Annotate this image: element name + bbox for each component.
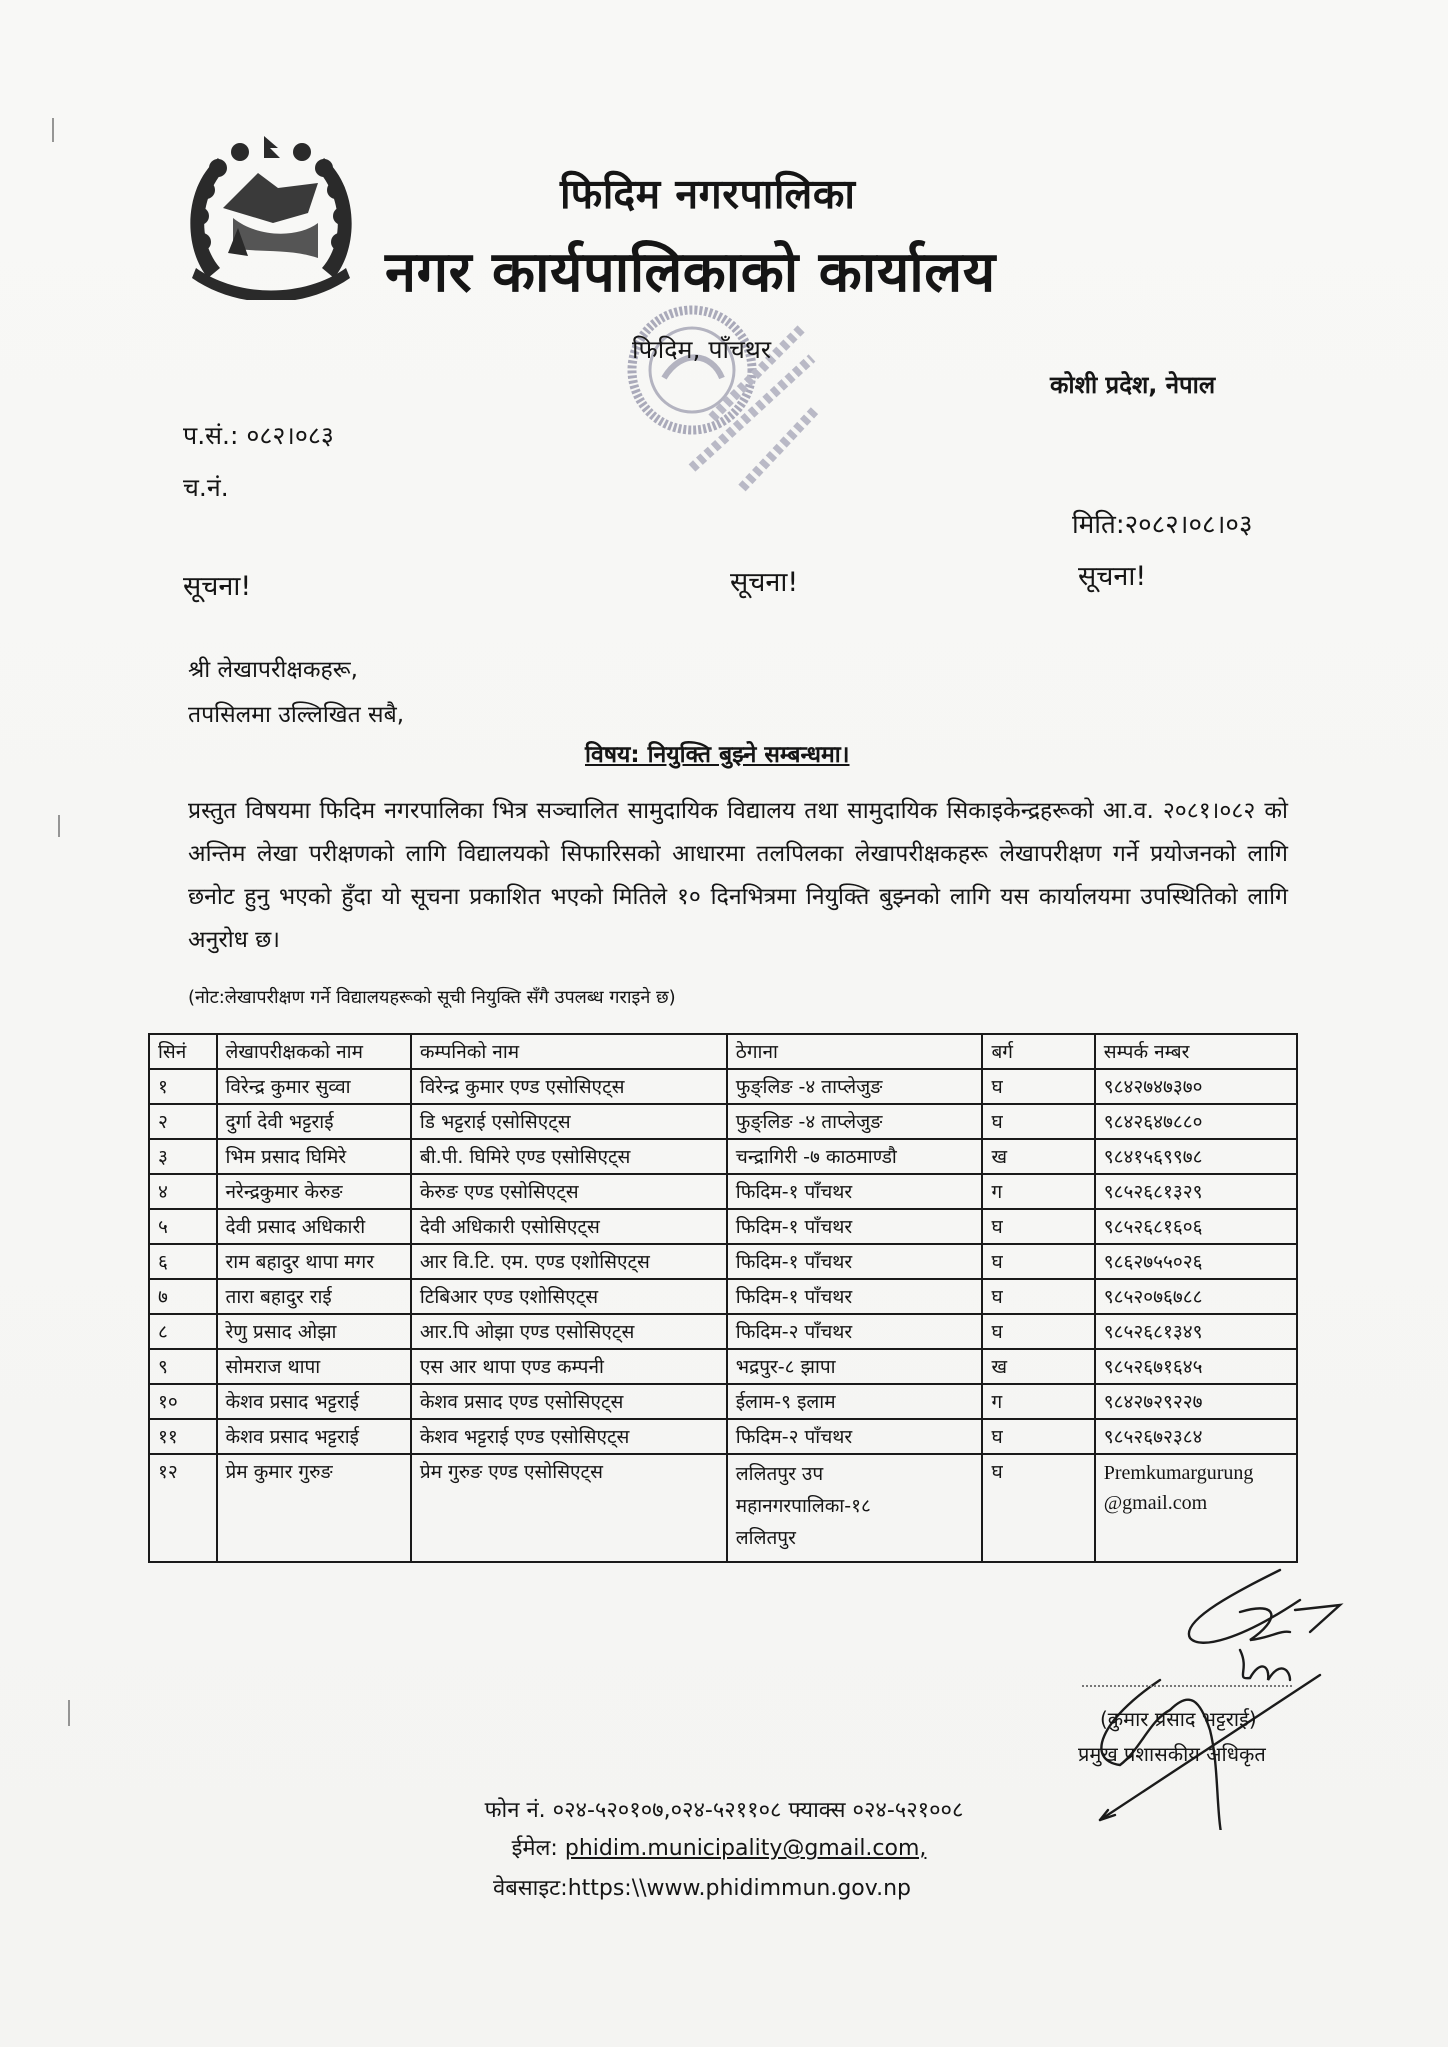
cell-address: फिदिम-२ पाँचथर: [727, 1314, 983, 1349]
notice-label: सूचना!: [730, 567, 799, 598]
website-label: वेबसाइट:: [493, 1876, 568, 1901]
cell-contact: ९८५२६७२३८४: [1095, 1419, 1297, 1454]
address-line: ललितपुर उप: [735, 1463, 824, 1485]
notice-label: सूचना!: [183, 571, 252, 602]
fax-number: ०२४-५२१००८: [852, 1798, 964, 1823]
cell-sn: ५: [149, 1209, 217, 1244]
cell-address: [727, 1454, 983, 1562]
cell-contact: ९८५२६८१३४९: [1095, 1314, 1297, 1349]
cell-category: ख: [982, 1349, 1094, 1384]
column-header-auditor-name: लेखापरीक्षकको नाम: [217, 1034, 411, 1069]
cell-company: डि भट्टराई एसोसिएट्स: [411, 1104, 727, 1139]
cell-auditor-name: प्रेम कुमार गुरुङ: [217, 1454, 411, 1562]
website-link[interactable]: https:\\www.phidimmun.gov.np: [567, 1876, 911, 1901]
office-name: नगर कार्यपालिकाको कार्यालय: [385, 240, 996, 305]
cell-sn: ९: [149, 1349, 217, 1384]
addressee-line: तपसिलमा उल्लिखित सबै,: [188, 702, 405, 728]
cell-contact: ९८४२७४७३७०: [1095, 1069, 1297, 1104]
cell-sn: ८: [149, 1314, 217, 1349]
body-paragraph: प्रस्तुत विषयमा फिदिम नगरपालिका भित्र सञ्चालित सामुदायिक विद्यालय तथा सामुदायिक सिकाइकेन्द्रहरूको आ.व. २०८१।०८२ को अन्तिम लेखा परीक्षणको लागि विद्यालयको सिफारिसको आधारमा तलपिलका लेखापरीक्षकहरू लेखापरीक्षण गर्ने प्रयोजनको लागि छनोट हुनु भएको हुँदा यो सूचना प्रकाशित भएको मितिले १० दिनभित्रमा नियुक्ति बुझ्नको लागि यस कार्यालयमा उपस्थितिको लागि अनुरोध छ।: [188, 798, 1288, 953]
cell-category: घ: [982, 1454, 1094, 1562]
cell-company: देवी अधिकारी एसोसिएट्स: [411, 1209, 727, 1244]
cell-address: फिदिम-१ पाँचथर: [727, 1209, 983, 1244]
cell-company: केरुङ एण्ड एसोसिएट्स: [411, 1174, 727, 1209]
table-row: [149, 1139, 1297, 1174]
column-header-company: कम्पनिको नाम: [411, 1034, 727, 1069]
dispatch-number: च.नं.: [183, 473, 229, 502]
addressee-line: श्री लेखापरीक्षकहरू,: [188, 657, 358, 683]
cell-contact: ९८५२६७१६४५: [1095, 1349, 1297, 1384]
cell-company: एस आर थापा एण्ड कम्पनी: [411, 1349, 727, 1384]
column-header-sn: सिनं: [149, 1034, 217, 1069]
subject-line: विषय: नियुक्ति बुझ्ने सम्बन्धमा।: [585, 742, 850, 768]
footer-website-line: [0, 1872, 1426, 1902]
signature-line: [1082, 1685, 1292, 1687]
cell-category: ग: [982, 1384, 1094, 1419]
cell-category: घ: [982, 1069, 1094, 1104]
cell-category: ग: [982, 1174, 1094, 1209]
scan-edge-mark: [52, 118, 54, 142]
table-row: [149, 1349, 1297, 1384]
address-line: महानगरपालिका-१८: [735, 1495, 871, 1517]
cell-contact: ९८४२६४७८८०: [1095, 1104, 1297, 1139]
cell-sn: ६: [149, 1244, 217, 1279]
handwritten-signature-icon: [1040, 1560, 1410, 1830]
cell-auditor-name: विरेन्द्र कुमार सुव्वा: [217, 1069, 411, 1104]
fax-label: फ्याक्स: [788, 1798, 846, 1823]
email-link[interactable]: phidim.municipality@gmail.com,: [564, 1836, 927, 1861]
cell-contact: ९८४१५६९९७८: [1095, 1139, 1297, 1174]
cell-sn: २: [149, 1104, 217, 1139]
cell-sn: ७: [149, 1279, 217, 1314]
cell-address: फिदिम-१ पाँचथर: [727, 1244, 983, 1279]
scan-edge-mark: [68, 1700, 70, 1726]
cell-address: फिदिम-१ पाँचथर: [727, 1174, 983, 1209]
table-row: [149, 1279, 1297, 1314]
footer-contact-line: [0, 1794, 1448, 1824]
cell-contact: ९८५२६८१३२९: [1095, 1174, 1297, 1209]
cell-sn: ३: [149, 1139, 217, 1174]
cell-auditor-name: तारा बहादुर राई: [217, 1279, 411, 1314]
cell-auditor-name: रेणु प्रसाद ओझा: [217, 1314, 411, 1349]
email-label: ईमेल:: [511, 1836, 558, 1861]
signatory-title: प्रमुख प्रशासकीय अधिकृत: [1078, 1742, 1266, 1766]
cell-category: घ: [982, 1104, 1094, 1139]
cell-category: ख: [982, 1139, 1094, 1174]
cell-contact: ९८५२०७६७८८: [1095, 1279, 1297, 1314]
cell-sn: १२: [149, 1454, 217, 1562]
cell-company: केशव भट्टराई एण्ड एसोसिएट्स: [411, 1419, 727, 1454]
reference-number: प.सं.: ०८२।०८३: [183, 421, 334, 450]
cell-company: बी.पी. घिमिरे एण्ड एसोसिएट्स: [411, 1139, 727, 1174]
contact-line: Premkumargurung: [1103, 1462, 1254, 1484]
table-row: [149, 1069, 1297, 1104]
cell-auditor-name: राम बहादुर थापा मगर: [217, 1244, 411, 1279]
office-location: फिदिम, पाँचथर: [632, 335, 772, 364]
cell-address: चन्द्रागिरी -७ काठमाण्डौ: [727, 1139, 983, 1174]
column-header-address: ठेगाना: [727, 1034, 983, 1069]
cell-category: घ: [982, 1209, 1094, 1244]
cell-address: फिदिम-१ पाँचथर: [727, 1279, 983, 1314]
cell-sn: ४: [149, 1174, 217, 1209]
cell-company: केशव प्रसाद एण्ड एसोसिएट्स: [411, 1384, 727, 1419]
cell-address: भद्रपुर-८ झापा: [727, 1349, 983, 1384]
table-row: [149, 1244, 1297, 1279]
scan-edge-mark: [58, 815, 60, 837]
cell-auditor-name: केशव प्रसाद भट्टराई: [217, 1384, 411, 1419]
cell-category: घ: [982, 1314, 1094, 1349]
province-name: कोशी प्रदेश, नेपाल: [1050, 371, 1216, 399]
cell-company: आर.पि ओझा एण्ड एसोसिएट्स: [411, 1314, 727, 1349]
column-header-contact: सम्पर्क नम्बर: [1095, 1034, 1297, 1069]
table-row: [149, 1104, 1297, 1139]
cell-sn: १: [149, 1069, 217, 1104]
cell-contact: ९८६२७५५०२६: [1095, 1244, 1297, 1279]
table-row: [149, 1384, 1297, 1419]
phone-label: फोन नं.: [484, 1798, 546, 1823]
address-line: ललितपुर: [735, 1527, 796, 1549]
notice-label: सूचना!: [1078, 561, 1147, 592]
cell-category: घ: [982, 1419, 1094, 1454]
table-row: [149, 1314, 1297, 1349]
office-stamp-icon: [612, 298, 822, 498]
signatory-name: (कुमार प्रसाद भट्टराई): [1100, 1707, 1257, 1731]
cell-category: घ: [982, 1279, 1094, 1314]
column-header-category: बर्ग: [982, 1034, 1094, 1069]
note-text: (नोट:लेखापरीक्षण गर्ने विद्यालयहरूको सूची नियुक्ति सँगै उपलब्ध गराइने छ): [188, 987, 676, 1008]
cell-company: टिबिआर एण्ड एशोसिएट्स: [411, 1279, 727, 1314]
footer-email-line: [0, 1832, 1443, 1862]
cell-company: प्रेम गुरुङ एण्ड एसोसिएट्स: [411, 1454, 727, 1562]
cell-sn: १०: [149, 1384, 217, 1419]
municipality-name: फिदिम नगरपालिका: [560, 170, 856, 218]
cell-auditor-name: भिम प्रसाद घिमिरे: [217, 1139, 411, 1174]
cell-address: फुङ्लिङ -४ ताप्लेजुङ: [727, 1069, 983, 1104]
cell-auditor-name: सोमराज थापा: [217, 1349, 411, 1384]
cell-company: आर वि.टि. एम. एण्ड एशोसिएट्स: [411, 1244, 727, 1279]
cell-contact: [1095, 1454, 1297, 1562]
cell-auditor-name: दुर्गा देवी भट्टराई: [217, 1104, 411, 1139]
table-header-row: [149, 1034, 1297, 1069]
table-row: [149, 1454, 1297, 1562]
table-row: [149, 1419, 1297, 1454]
document-date: मिति:२०८२।०८।०३: [1072, 510, 1253, 540]
auditor-table: [148, 1033, 1298, 1563]
cell-contact: ९८४२७२९२२७: [1095, 1384, 1297, 1419]
cell-auditor-name: देवी प्रसाद अधिकारी: [217, 1209, 411, 1244]
table-row: [149, 1174, 1297, 1209]
contact-line: @gmail.com: [1103, 1492, 1208, 1514]
nepal-government-emblem-icon: [178, 128, 364, 300]
cell-auditor-name: केशव प्रसाद भट्टराई: [217, 1419, 411, 1454]
cell-sn: ११: [149, 1419, 217, 1454]
cell-address: फुङ्लिङ -४ ताप्लेजुङ: [727, 1104, 983, 1139]
phone-numbers: ०२४-५२०१०७,०२४-५२११०८: [552, 1798, 782, 1823]
cell-category: घ: [982, 1244, 1094, 1279]
cell-contact: ९८५२६८१६०६: [1095, 1209, 1297, 1244]
table-row: [149, 1209, 1297, 1244]
cell-auditor-name: नरेन्द्रकुमार केरुङ: [217, 1174, 411, 1209]
cell-company: विरेन्द्र कुमार एण्ड एसोसिएट्स: [411, 1069, 727, 1104]
cell-address: ईलाम-९ इलाम: [727, 1384, 983, 1419]
cell-address: फिदिम-२ पाँचथर: [727, 1419, 983, 1454]
